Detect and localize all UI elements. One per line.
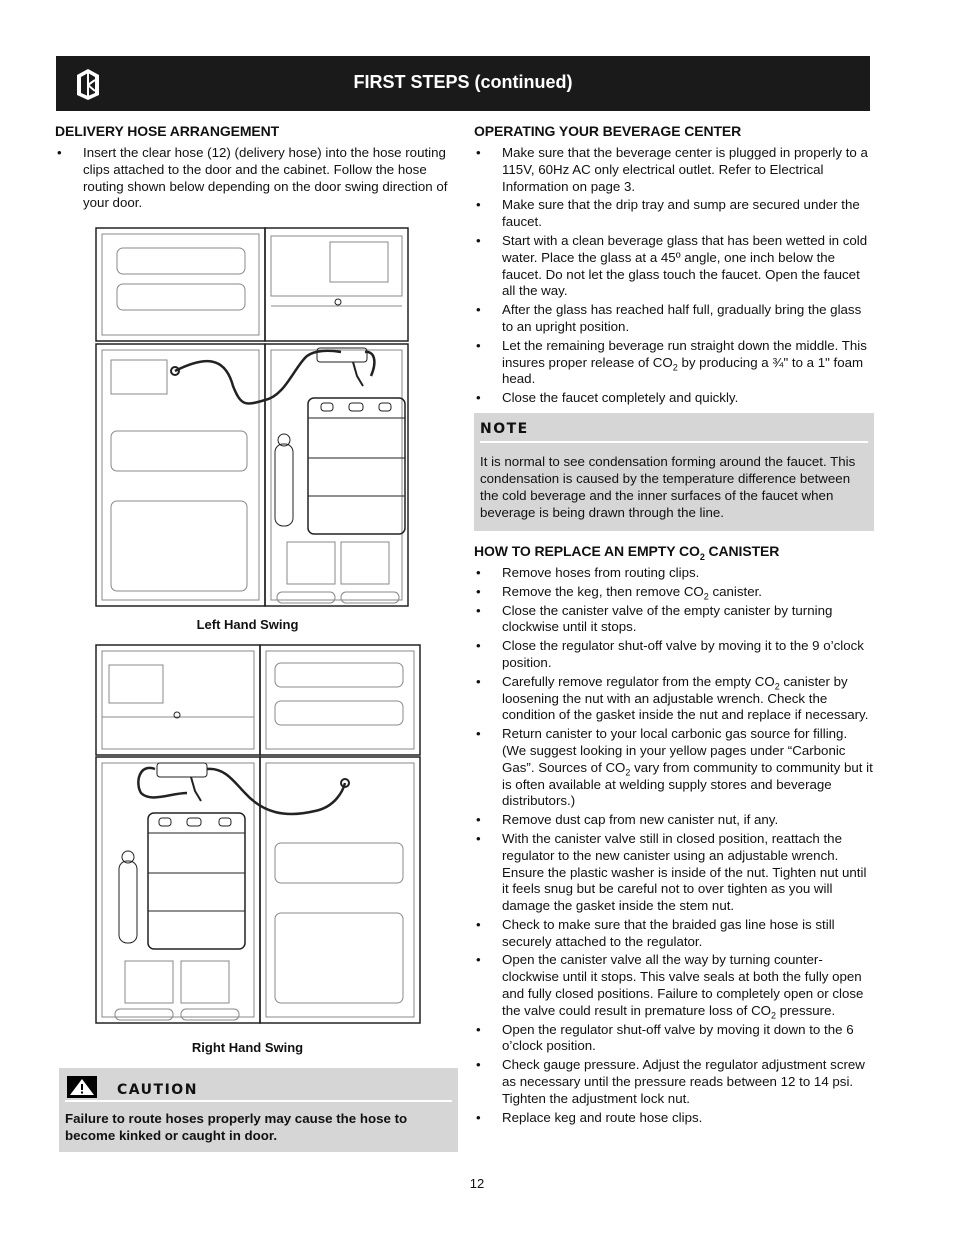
replace-heading: HOW TO REPLACE AN EMPTY $CO_2$ CANISTER (474, 542, 780, 562)
caution-box (59, 1068, 458, 1152)
caution-text: Failure to route hoses properly may cause the hose to become kinked or caught in door. (65, 1111, 408, 1143)
delivery-list (55, 145, 450, 212)
page-number: 12 (469, 1176, 485, 1191)
operating-heading: OPERATING YOUR BEVERAGE CENTER (474, 123, 742, 139)
section-header (56, 56, 870, 111)
list-item: • Start with a clean beverage glass that has been wetted in cold water. Place the glass at a 45º angle, one inch below the faucet. Do not let the glass touch the faucet. Open the faucet all the way. (474, 233, 874, 300)
list-item: • Close the regulator shut-off valve by moving it to the 9 o’clock position. (474, 638, 874, 672)
list-item: • Return canister to your local carbonic gas source for filling. (We suggest looking in your yellow pages under “Carbonic Gas”. Sources of $CO_2$ vary from community to community but it is often available at welding supply stores and beverage distributors.) (474, 726, 874, 810)
page-title: FIRST STEPS (continued) (353, 72, 573, 92)
list-item: • Close the faucet completely and quickly. (474, 390, 874, 407)
figure-caption-left: Left Hand Swing (196, 617, 299, 632)
list-item: • Remove dust cap from new canister nut, if any. (474, 812, 874, 829)
list-item: • Check gauge pressure. Adjust the regulator adjustment screw as necessary until the pressure reads between 12 to 14 psi. Tighten the adjustment lock nut. (474, 1057, 874, 1107)
note-text: It is normal to see condensation forming around the faucet. This condensation is caused by the temperature difference between the cold beverage and the inner surfaces of the faucet when beverage is being drawn through the line. (480, 453, 856, 520)
delivery-heading: DELIVERY HOSE ARRANGEMENT (55, 123, 280, 139)
operating-list (474, 145, 874, 407)
list-item: • Make sure that the drip tray and sump are secured under the faucet. (474, 197, 874, 231)
list-item: • Close the canister valve of the empty canister by turning clockwise until it stops. (474, 603, 874, 637)
list-item: • Let the remaining beverage run straight down the middle. This insures proper release of $CO_2$ by producing a ¾" to a 1" foam head. (474, 338, 874, 388)
left-hand-swing-diagram (95, 226, 425, 614)
list-item: • Make sure that the beverage center is plugged in properly to a 115V, 60Hz AC only electrical outlet. Refer to Electrical Information on page 3. (474, 145, 874, 195)
list-item: • Remove the keg, then remove $CO_2$ canister. (474, 584, 874, 601)
list-item: • Carefully remove regulator from the empty $CO_2$ canister by loosening the nut with an adjustable wrench. Check the condition of the gasket inside the nut and replace if necessary. (474, 674, 874, 724)
right-hand-swing-diagram (95, 643, 425, 1028)
warning-triangle-icon (67, 1076, 97, 1098)
list-item: • Open the canister valve all the way by turning counter-clockwise until it stops. This valve seals at both the fully open and fully closed positions. Failure to completely open or close the valve could result in premature loss of $CO_2$ pressure. (474, 952, 874, 1019)
note-box (474, 413, 874, 531)
list-item: • Open the regulator shut-off valve by moving it down to the 6 o’clock position. (474, 1022, 874, 1056)
right-column (474, 123, 874, 1128)
figure-caption-right: Right Hand Swing (191, 1040, 304, 1055)
list-item: • Check to make sure that the braided gas line hose is still securely attached to the regulator. (474, 917, 874, 951)
list-item: • With the canister valve still in closed position, reattach the regulator to the new canister using an adjustable wrench. Ensure the plastic washer is inside of the nut. Tighten nut until it feels snug but be careful not to over tighten as you will damage the gasket inside the stem nut. (474, 831, 874, 915)
note-label: NOTE (480, 421, 868, 443)
list-item: • Remove hoses from routing clips. (474, 565, 874, 582)
list-item: • Insert the clear hose (12) (delivery hose) into the hose routing clips attached to the door and the cabinet. Follow the hose routing shown below depending on the door swing direction of your door. (55, 145, 450, 212)
caution-header (65, 1076, 452, 1102)
list-item: • Replace keg and route hose clips. (474, 1110, 874, 1127)
replace-list (474, 565, 874, 1127)
left-column (55, 123, 450, 1055)
caution-label: CAUTION (117, 1082, 198, 1098)
list-item: • After the glass has reached half full, gradually bring the glass to an upright position. (474, 302, 874, 336)
